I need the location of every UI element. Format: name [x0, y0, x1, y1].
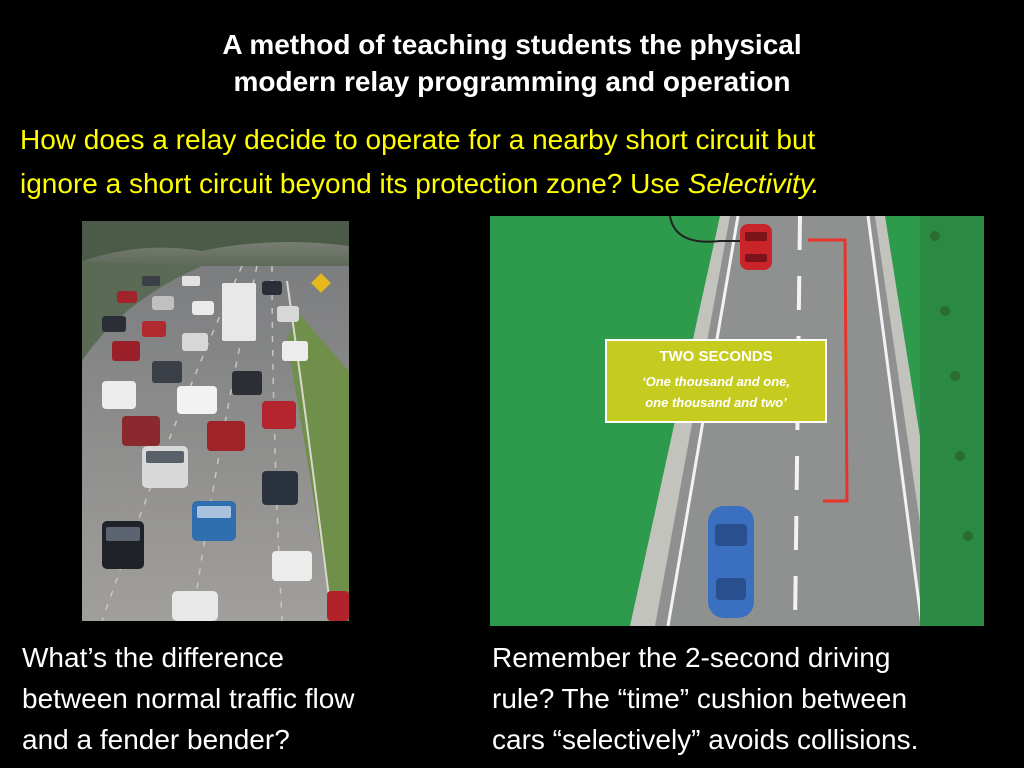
selectivity-emphasis: Selectivity.: [687, 168, 820, 199]
title-line-2: modern relay programming and operation: [233, 66, 791, 97]
blue-car-icon: [708, 506, 754, 618]
question-line-1: How does a relay decide to operate for a nearby short circuit but: [20, 124, 816, 155]
right-caption-line-3: cars “selectively” avoids collisions.: [492, 724, 919, 755]
two-second-road-illustration: [490, 216, 984, 626]
question-text: [20, 118, 1020, 206]
left-caption-line-3: and a fender bender?: [22, 724, 290, 755]
right-caption: [492, 637, 918, 760]
sign-title: TWO SECONDS: [659, 348, 773, 365]
traffic-jam-photo: [82, 221, 349, 621]
sign-line-2: one thousand and two’: [645, 395, 787, 410]
question-line-2: ignore a short circuit beyond its protection zone? Use: [20, 168, 688, 199]
right-caption-line-1: Remember the 2-second driving: [492, 642, 891, 673]
sign-line-1: ‘One thousand and one,: [641, 374, 791, 389]
slide-title: [0, 26, 1024, 100]
right-caption-line-2: rule? The “time” cushion between: [492, 683, 908, 714]
title-line-1: A method of teaching students the physical: [222, 29, 802, 60]
two-second-rule-diagram: [490, 216, 984, 626]
left-caption: [22, 637, 355, 760]
traffic-jam-illustration: [82, 221, 349, 621]
left-caption-line-1: What’s the difference: [22, 642, 285, 673]
red-car-icon: [740, 224, 772, 270]
left-caption-line-2: between normal traffic flow: [22, 683, 355, 714]
